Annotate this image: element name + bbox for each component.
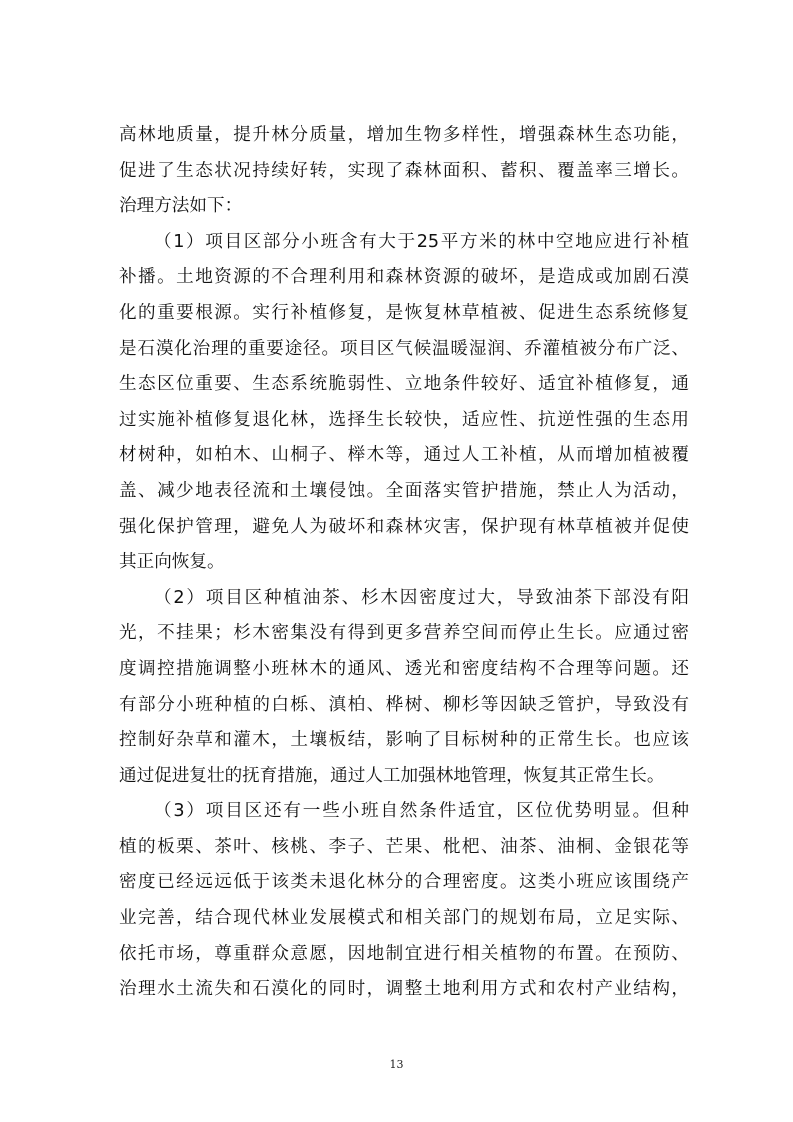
text-line: 盖、减少地表径流和土壤侵蚀。全面落实管护措施，禁止人为活动， (119, 480, 689, 501)
body-text (119, 118, 689, 1008)
page-number: 13 (389, 1058, 404, 1071)
paragraph-1-first-line: （1）项目区部分小班含有大于25平方米的林中空地应进行补植 (154, 231, 689, 252)
text-line: 有部分小班种植的白栎、滇柏、桦树、柳杉等因缺乏管护，导致没有 (119, 694, 689, 715)
text-line: 高林地质量，提升林分质量，增加生物多样性，增强森林生态功能， (119, 125, 689, 145)
paragraph-3-first-line: （3）项目区还有一些小班自然条件适宜，区位优势明显。但种 (154, 801, 689, 822)
text-line: 材树种，如柏木、山桐子、榉木等，通过人工补植，从而增加植被覆 (119, 445, 689, 466)
text-line: 业完善，结合现代林业发展模式和相关部门的规划布局，立足实际、 (119, 908, 689, 929)
text-line: 促进了生态状况持续好转，实现了森林面积、蓄积、覆盖率三增长。 (119, 160, 689, 181)
text-line: 度调控措施调整小班林木的通风、透光和密度结构不合理等问题。还 (119, 658, 689, 679)
text-line: 治理水土流失和石漠化的同时，调整土地利用方式和农村产业结构， (119, 979, 689, 1000)
text-line: 过实施补植修复退化林，选择生长较快，适应性、抗逆性强的生态用 (119, 409, 689, 430)
text-line: 生态区位重要、生态系统脆弱性、立地条件较好、适宜补植修复，通 (119, 374, 689, 395)
text-line: 是石漠化治理的重要途径。项目区气候温暖湿润、乔灌植被分布广泛、 (119, 338, 689, 359)
text-line: 化的重要根源。实行补植修复，是恢复林草植被、促进生态系统修复 (119, 302, 689, 323)
text-line: 光，不挂果；杉木密集没有得到更多营养空间而停止生长。应通过密 (119, 623, 689, 644)
text-line: 密度已经远远低于该类未退化林分的合理密度。这类小班应该围绕产 (119, 872, 689, 893)
text-line: 控制好杂草和灌木，土壤板结，影响了目标树种的正常生长。也应该 (119, 730, 689, 751)
text-line: 植的板栗、茶叶、核桃、李子、芒果、枇杷、油茶、油桐、金银花等 (119, 836, 689, 857)
text-line: 通过促进复壮的抚育措施，通过人工加强林地管理，恢复其正常生长。 (119, 765, 665, 786)
text-line: 依托市场，尊重群众意愿，因地制宜进行相关植物的布置。在预防、 (119, 943, 689, 964)
text-line: 其正向恢复。 (119, 552, 225, 573)
paragraph-2-first-line: （2）项目区种植油茶、杉木因密度过大，导致油茶下部没有阳 (154, 587, 689, 608)
text-line: 补播。土地资源的不合理利用和森林资源的破坏，是造成或加剧石漠 (119, 267, 689, 288)
text-line: 强化保护管理，避免人为破坏和森林灾害，保护现有林草植被并促使 (119, 516, 689, 537)
text-line: 治理方法如下： (119, 196, 243, 217)
